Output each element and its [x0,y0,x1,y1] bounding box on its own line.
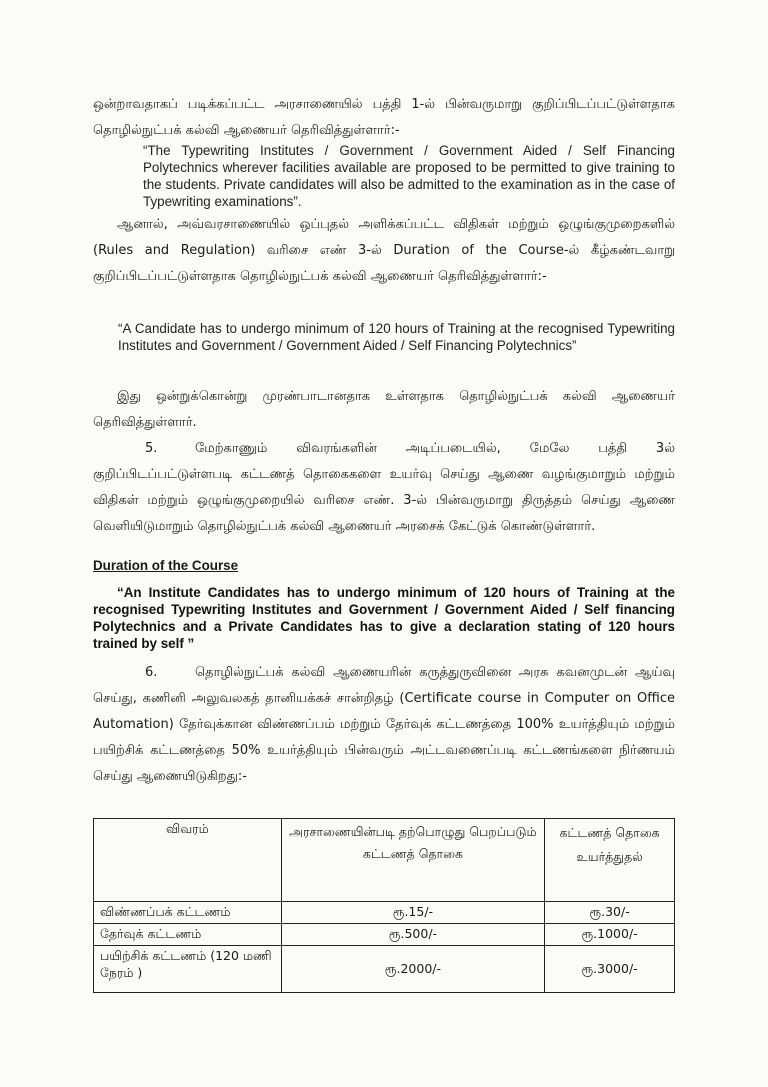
quote-training-policy: “The Typewriting Institutes / Government / Government Aided / Self Financing Polytechnics wherever facilities available are proposed to be permitted to give training to the students. Private candidates will also be admitted to the examination as in the case of Typewriting examinations”. [143,143,675,209]
header-current-fee: அரசாணையின்படி தற்பொழுது பெறப்படும் கட்டணத் தொகை [281,819,545,902]
paragraph-5-text: மேற்காணும் விவரங்களின் அடிப்படையில், மேலே பத்தி 3ல் குறிப்பிடப்பட்டுள்ளபடி கட்டணத் தொகைகளை உயர்வு செய்து ஆணை வழங்குமாறும் மற்றும் விதிகள் மற்றும் ஒழுங்குமுறையில் வரிசை எண். 3-ல் பின்வருமாறு திருத்தம் செய்து ஆணை வெளியிடுமாறும் தொழில்நுட்பக் கல்வி ஆணையர் அரசைக் கேட்டுக் கொண்டுள்ளார். [93,441,675,534]
table-row [94,924,675,946]
quote-duration-rule: “A Candidate has to undergo minimum of 120 hours of Training at the recognised Typewriting Institutes and Government / Government Aided / Self Financing Polytechnics” [118,321,675,353]
table-row [94,902,675,924]
paragraph-6 [93,660,675,790]
rules-paragraph: ஆனால், அவ்வரசாணையில் ஒப்புதல் அளிக்கப்பட்ட விதிகள் மற்றும் ஒழுங்குமுறைகளில் (Rules and Regulation) வரிசை எண் 3-ல் Duration of the Course-ல் கீழ்கண்டவாறு குறிப்பிடப்பட்டுள்ளதாக தொழில்நுட்பக் கல்வி ஆணையர் தெரிவித்துள்ளார்:- [93,217,675,284]
row-item: பயிற்சிக் கட்டணம் (120 மணி நேரம் ) [94,946,282,993]
contradiction-paragraph: இது ஒன்றுக்கொன்று முரண்பாடானதாக உள்ளதாக தொழில்நுட்பக் கல்வி ஆணையர் தெரிவித்துள்ளார். [93,389,675,430]
paragraph-6-text: தொழில்நுட்பக் கல்வி ஆணையரின் கருத்துருவினை அரசு கவனமுடன் ஆய்வு செய்து, கணினி அலுவலகத் தானியக்கச் சான்றிதழ் (Certificate course in Computer on Office Automation) தேர்வுக்கான விண்ணப்பம் மற்றும் தேர்வுக் கட்டணத்தை 100% உயர்த்தியும் மற்றும் பயிற்சிக் கட்டணத்தை 50% உயர்த்தியும் பின்வரும் அட்டவணைப்படி கட்டணங்களை நிர்ணயம் செய்து ஆணையிடுகிறது:- [93,665,675,784]
row-revised-fee: ரூ.1000/- [545,924,675,946]
paragraph-6-number: 6. [145,665,158,680]
table-row [94,946,675,993]
row-current-fee: ரூ.500/- [281,924,545,946]
paragraph-5 [93,436,675,540]
fee-table [93,818,675,993]
row-current-fee: ரூ.15/- [281,902,545,924]
row-revised-fee: ரூ.3000/- [545,946,675,993]
row-item: தேர்வுக் கட்டணம் [94,924,282,946]
row-item: விண்ணப்பக் கட்டணம் [94,902,282,924]
header-revised-fee: கட்டணத் தொகை உயர்த்துதல் [545,819,675,902]
intro-paragraph: ஒன்றாவதாகப் படிக்கப்பட்ட அரசாணையில் பத்தி 1-ல் பின்வருமாறு குறிப்பிடப்பட்டுள்ளதாக தொழில்நுட்பக் கல்வி ஆணையர் தெரிவித்துள்ளார்:- [93,97,675,138]
duration-heading: Duration of the Course [93,558,239,573]
row-revised-fee: ரூ.30/- [545,902,675,924]
header-item: விவரம் [94,819,282,902]
quote-amended-duration: “An Institute Candidates has to undergo minimum of 120 hours of Training at the recognised Typewriting Institutes and Government / Government Aided / Self financing Polytechnics and a Private Candidates has to give a declaration stating of 120 hours trained by self ” [93,585,675,651]
paragraph-5-number: 5. [145,441,158,456]
row-current-fee: ரூ.2000/- [281,946,545,993]
fee-table-header-row [94,819,675,902]
